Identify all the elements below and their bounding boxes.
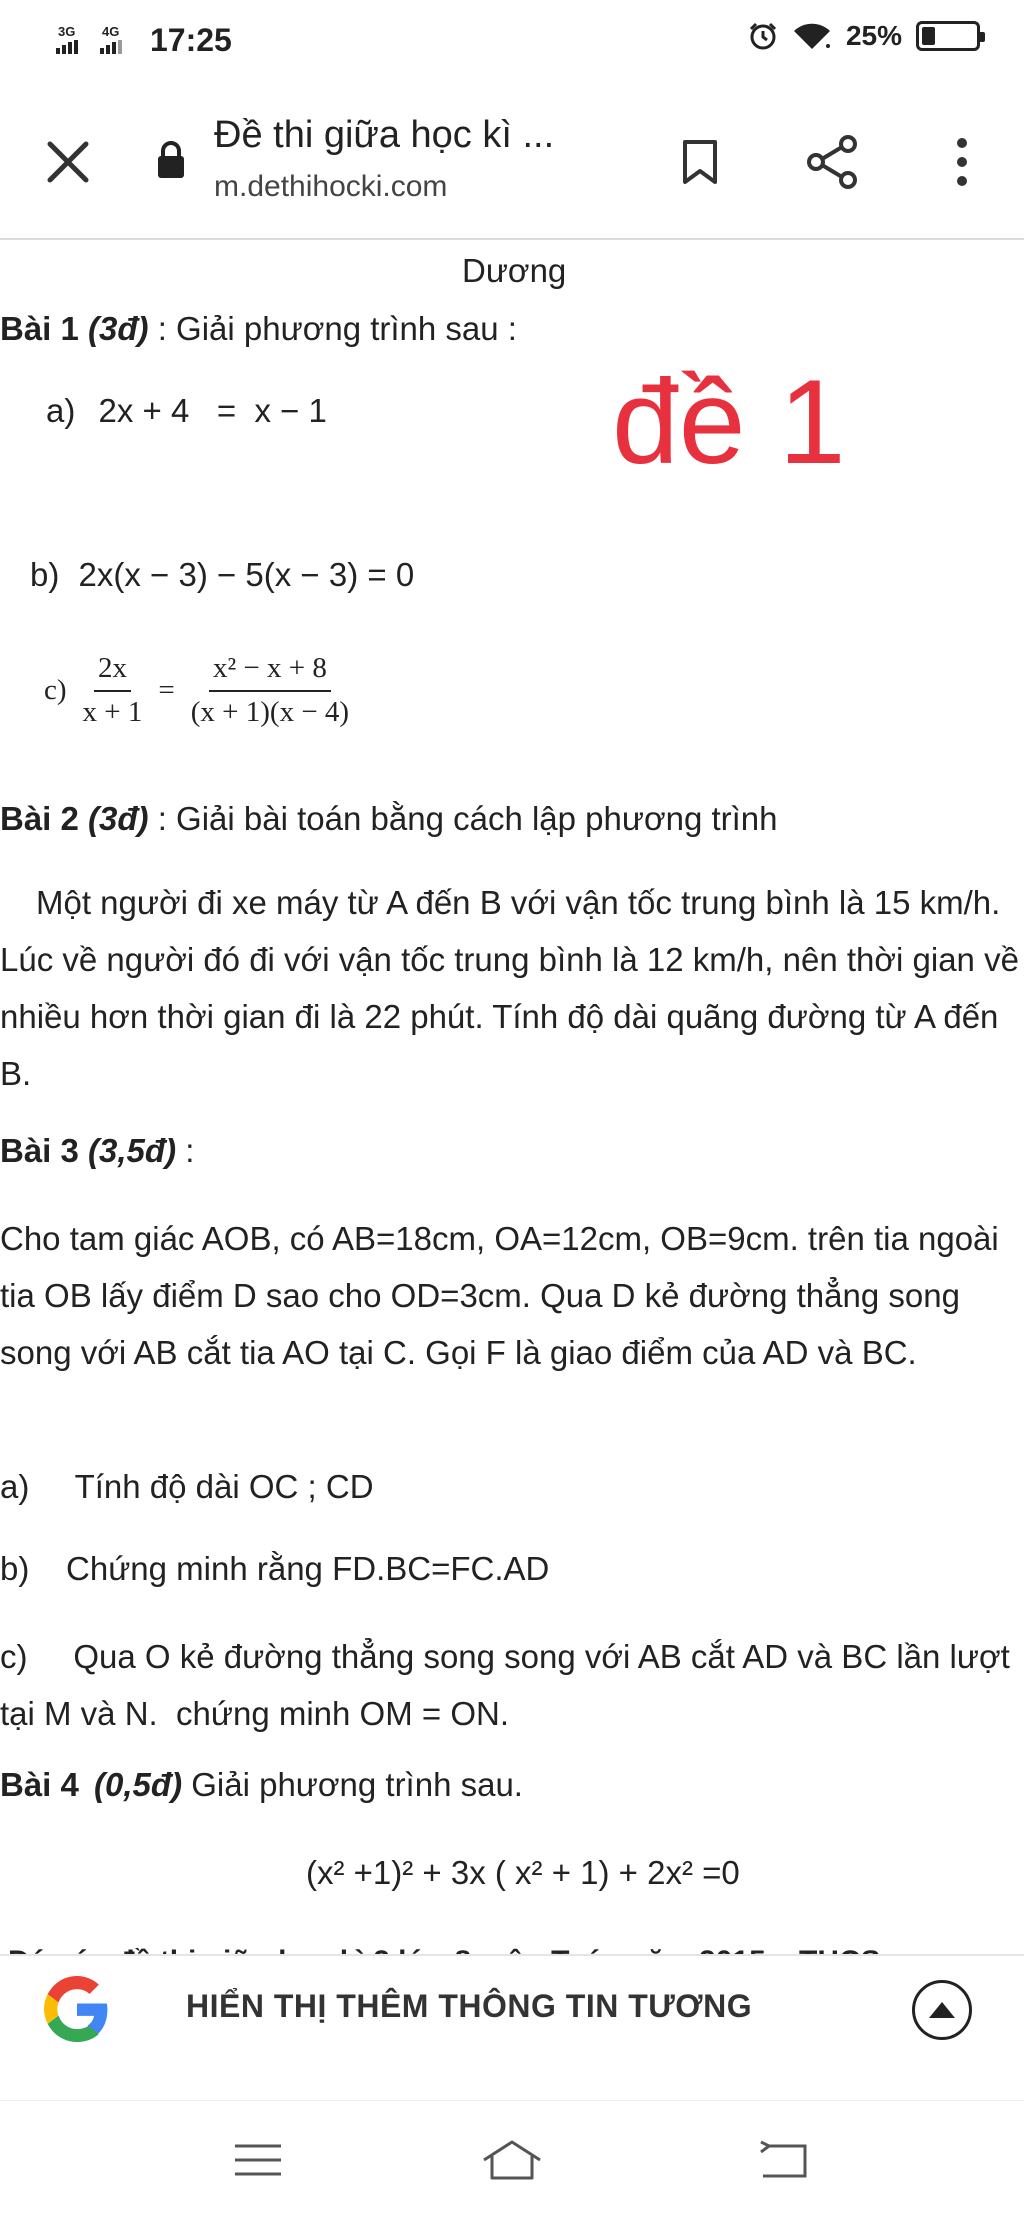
home-button[interactable] (472, 2125, 552, 2195)
bai1-a-label: a) (46, 392, 76, 429)
sim1-label: 3G (58, 23, 76, 39)
more-options-button[interactable] (930, 130, 994, 194)
status-bar (0, 0, 1024, 84)
bai2-label: Bài 2 (0, 800, 79, 837)
bai1-b (30, 554, 414, 597)
bai3-b: b) Chứng minh rằng FD.BC=FC.AD (0, 1550, 550, 1587)
battery-icon (916, 21, 980, 51)
system-nav-bar (0, 2100, 1024, 2222)
bai1-b-equation: 2x(x − 3) − 5(x − 3) = 0 (78, 556, 415, 593)
bai4-points: (0,5đ) (94, 1766, 183, 1803)
bai1-c-lhs-den: x + 1 (82, 695, 143, 728)
bai4-heading (0, 1764, 523, 1807)
bookmark-icon (682, 139, 718, 185)
bai3-c: c) Qua O kẻ đường thẳng song song với AB cắt AD và BC lần lượt tại M và N. chứng minh OM = ON. (0, 1638, 1019, 1732)
back-button[interactable] (742, 2125, 822, 2195)
bai1-a (46, 390, 327, 433)
wifi-icon (792, 21, 832, 51)
menu-icon (233, 2142, 283, 2178)
bai1-c (44, 650, 353, 731)
bai3-heading (0, 1130, 194, 1173)
bookmark-button[interactable] (668, 130, 732, 194)
bai3-text: : (185, 1132, 195, 1169)
close-icon (46, 140, 90, 184)
bai1-c-label: c) (44, 673, 67, 706)
bai1-c-rhs-num: x² − x + 8 (209, 650, 331, 692)
bai2-heading (0, 798, 778, 841)
lock-icon (156, 140, 186, 180)
bai2-text: : Giải bài toán bằng cách lập phương trình (157, 800, 778, 837)
home-icon (480, 2138, 544, 2182)
bai1-c-lhs-num: 2x (94, 650, 131, 692)
bai1-heading (0, 308, 517, 351)
google-related-bar[interactable] (0, 1954, 1024, 2060)
show-more-info-label: HIỂN THỊ THÊM THÔNG TIN TƯƠNG (186, 1988, 753, 2024)
de1-stamp: đề 1 (612, 355, 846, 489)
sim2-signal-icon (100, 23, 130, 56)
menu-button[interactable] (218, 2125, 298, 2195)
bai1-a-equation: 2x + 4 = x − 1 (98, 392, 327, 429)
status-time: 17:25 (150, 22, 232, 58)
sim1-signal-icon (56, 23, 86, 56)
bai1-c-rhs-fraction (187, 650, 353, 731)
google-logo-icon (44, 1976, 110, 2042)
bai1-c-rhs-den: (x + 1)(x − 4) (190, 695, 350, 728)
bai2-paragraph: Một người đi xe máy từ A đến B với vận tốc trung bình là 15 km/h. Lúc về người đó đi với vận tốc trung bình là 12 km/h, nên thời gian về nhiều hơn thời gian đi là 22 phút. Tính độ dài quãng đường từ A đến B. (0, 884, 1019, 1092)
browser-toolbar (0, 84, 1024, 240)
alarm-icon (748, 21, 778, 51)
bai1-b-label: b) (30, 556, 60, 593)
page-url[interactable]: m.dethihocki.com (214, 170, 448, 203)
bai4-equation: (x² +1)² + 3x ( x² + 1) + 2x² =0 (306, 1854, 740, 1891)
bai3-paragraph: Cho tam giác AOB, có AB=18cm, OA=12cm, OB=9cm. trên tia ngoài tia OB lấy điểm D sao cho OD=3cm. Qua D kẻ đường thẳng song song với AB cắt tia AO tại C. Gọi F là giao điểm của AD và BC. (0, 1220, 999, 1371)
page-title[interactable]: Đề thi giữa học kì ... (214, 114, 555, 156)
bai1-text: : Giải phương trình sau : (157, 310, 517, 347)
share-button[interactable] (800, 130, 864, 194)
battery-percent: 25% (845, 20, 902, 51)
bai1-c-equals: = (158, 673, 175, 706)
bai3-a: a) Tính độ dài OC ; CD (0, 1468, 374, 1505)
triangle-up-icon (927, 2000, 957, 2020)
bai4-label: Bài 4 (0, 1766, 79, 1803)
bai1-label: Bài 1 (0, 310, 79, 347)
share-icon (804, 134, 860, 190)
bai3-points: (3,5đ) (88, 1132, 177, 1169)
bai2-points: (3đ) (88, 800, 149, 837)
more-vert-icon (956, 137, 968, 187)
expand-up-button[interactable] (912, 1980, 972, 2040)
back-icon (755, 2140, 809, 2180)
bai4-text: Giải phương trình sau. (191, 1766, 523, 1803)
close-button[interactable] (36, 130, 100, 194)
top-cut-text: Dương (462, 252, 567, 289)
page-content (0, 242, 1024, 1954)
bai1-points: (3đ) (88, 310, 149, 347)
bai1-c-lhs-fraction (79, 650, 147, 731)
bai3-label: Bài 3 (0, 1132, 79, 1169)
sim2-label: 4G (102, 23, 120, 39)
